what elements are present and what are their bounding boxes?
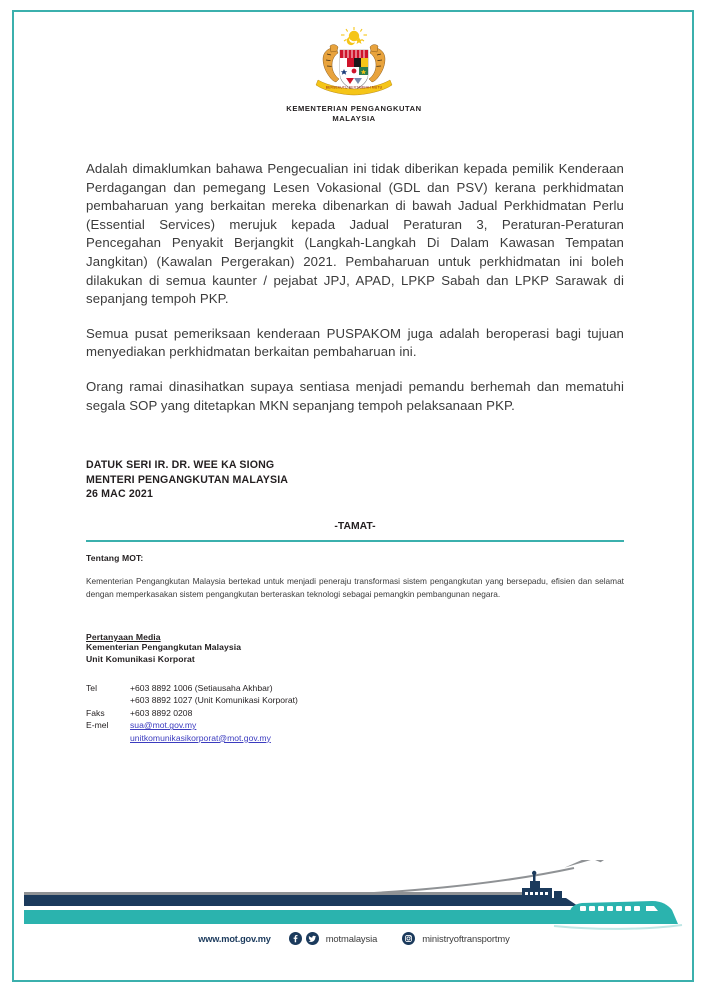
signatory-title: MENTERI PENGANGKUTAN MALAYSIA (86, 473, 289, 486)
table-row (86, 719, 624, 731)
website-url[interactable]: www.mot.gov.my (198, 933, 271, 944)
ship-icon (514, 871, 578, 906)
table-row (86, 694, 624, 706)
airplane-icon (562, 860, 622, 873)
media-contact-block (86, 632, 624, 666)
signatory-name: DATUK SERI IR. DR. WEE KA SIONG (86, 459, 275, 471)
ministry-name (0, 104, 708, 124)
teal-bar (24, 910, 664, 924)
section-divider (86, 540, 624, 542)
contact-label: E-mel (86, 720, 109, 731)
facebook-icon[interactable] (289, 932, 302, 945)
about-text: Kementerian Pengangkutan Malaysia bertekad untuk menjadi peneraju transformasi sistem pengangkutan yang bersepadu, efisien dan selamat dengan memperkasakan sistem pengangkutan berteraskan teknologi sebagai pemangkin pembangunan negara. (86, 576, 624, 599)
contact-value: +603 8892 1027 (Unit Komunikasi Korporat) (130, 695, 298, 706)
end-marker: -TAMAT- (334, 521, 376, 532)
train-icon (570, 901, 678, 924)
media-org-line-2: Unit Komunikasi Korporat (86, 653, 195, 664)
about-heading: Tentang MOT: (86, 553, 144, 563)
transport-banner-artwork (14, 860, 692, 938)
contact-value: +603 8892 1006 (Setiausaha Akhbar) (130, 683, 273, 693)
paragraph-3: Orang ramai dinasihatkan supaya sentiasa menjadi pemandu berhemah dan mematuhi segala SOP yang ditetapkan MKN sepanjang tempoh pelaksanaan PKP. (86, 378, 624, 413)
signature-date: 26 MAC 2021 (86, 488, 154, 501)
table-row (86, 682, 624, 694)
instagram-icon[interactable] (402, 932, 415, 945)
twitter-icon[interactable] (306, 932, 319, 945)
navy-bar (24, 895, 544, 906)
table-row (86, 732, 624, 744)
about-section (86, 553, 624, 600)
signature-block (86, 458, 624, 502)
jata-negara-emblem-icon (294, 26, 414, 98)
social-group-facebook-twitter (289, 932, 378, 945)
ministry-name-line2: MALAYSIA (332, 114, 376, 123)
email-link-sua[interactable]: sua@mot.gov.my (130, 720, 197, 731)
footer-links-row (0, 932, 708, 945)
media-org-line-1: Kementerian Pengangkutan Malaysia (86, 642, 242, 652)
grey-rail-bar (24, 892, 524, 895)
social-group-instagram (402, 932, 510, 945)
ground-fade-line (554, 925, 682, 929)
body-copy (86, 160, 624, 415)
table-row (86, 707, 624, 719)
social-handle-instagram[interactable]: ministryoftransportmy (422, 933, 510, 944)
svg-text:BERSEKUTU BERTAMBAH MUTU: BERSEKUTU BERTAMBAH MUTU (325, 85, 383, 90)
contact-details-table (86, 682, 624, 744)
document-header (0, 26, 708, 124)
media-heading: Pertanyaan Media (86, 632, 161, 642)
contact-label (86, 694, 130, 706)
paragraph-2: Semua pusat pemeriksaan kenderaan PUSPAKOM juga adalah beroperasi bagi tujuan menyediakan perkhidmatan berkaitan pembaharuan ini. (86, 325, 624, 360)
contact-label: Tel (86, 683, 97, 693)
paragraph-1: Adalah dimaklumkan bahawa Pengecualian ini tidak diberikan kepada pemilik Kenderaan Perdagangan dan pemegang Lesen Vokasional (GDL dan PSV) kerana perkhidmatan pembaharuan yang berkaitan mereka dibenarkan di bawah Jadual Perkhidmatan Perlu (Essential Services) merujuk kepada Jadual Peraturan 3, Peraturan-Peraturan Pencegahan Penyakit Berjangkit (Langkah-Langkah Di Dalam Kawasan Tempatan Jangkitan) (Kawalan Pergerakan) 2021. Pembaharuan untuk perkhidmatan ini boleh dilakukan di semua kaunter / pejabat JPJ, APAD, LPKP Sabah dan LPKP Sarawak di sepanjang tempoh PKP. (86, 161, 624, 307)
ministry-name-line1: KEMENTERIAN PENGANGKUTAN (286, 104, 422, 113)
social-handle-motmalaysia[interactable]: motmalaysia (325, 933, 378, 944)
contact-label (86, 732, 130, 744)
email-link-unit-komunikasi[interactable]: unitkomunikasikorporat@mot.gov.my (130, 732, 271, 743)
contact-value: +603 8892 0208 (130, 707, 193, 718)
contact-label: Faks (86, 707, 105, 718)
